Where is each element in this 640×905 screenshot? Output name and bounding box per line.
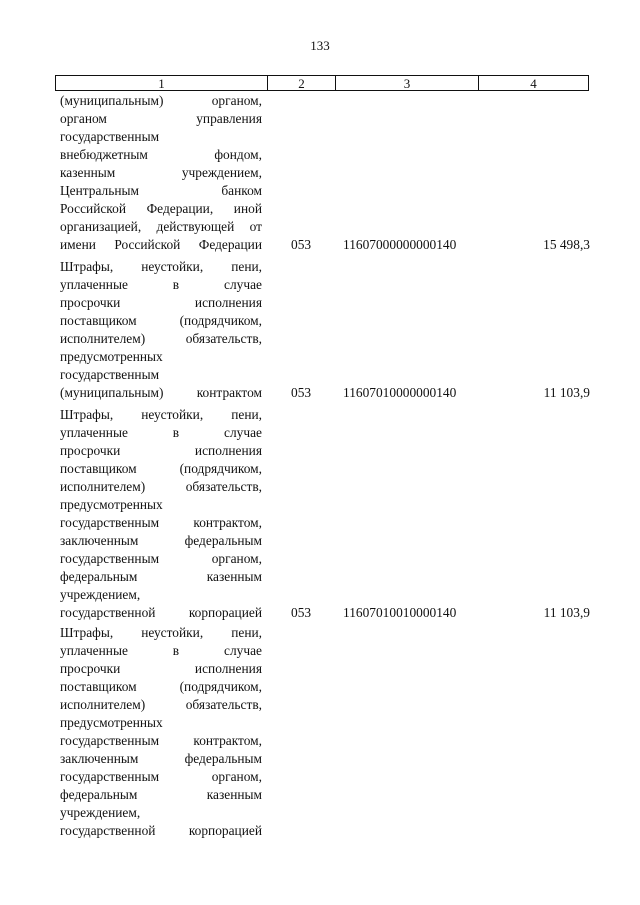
row-code: 053 bbox=[291, 605, 312, 620]
description-line: государственным bbox=[60, 129, 160, 144]
description-line: Штрафы, неустойки, пени, bbox=[60, 407, 262, 422]
description-line: внебюджетным фондом, bbox=[60, 147, 262, 162]
table-row bbox=[60, 258, 590, 402]
page-number: 133 bbox=[310, 38, 330, 53]
row-description bbox=[60, 624, 262, 840]
description-line: федеральным казенным bbox=[60, 787, 262, 802]
description-line: государственным органом, bbox=[60, 769, 262, 784]
row-description bbox=[60, 92, 262, 254]
description-line: поставщиком (подрядчиком, bbox=[60, 461, 262, 476]
description-line: уплаченные в случае bbox=[60, 425, 262, 440]
description-line: учреждением, bbox=[60, 587, 141, 602]
description-line: казенным учреждением, bbox=[60, 165, 262, 180]
row-code: 053 bbox=[291, 385, 312, 400]
description-line: государственным контрактом, bbox=[60, 515, 262, 530]
description-line: государственным bbox=[60, 367, 160, 382]
row-amount: 11 103,9 bbox=[543, 605, 590, 620]
description-line: (муниципальным) контрактом bbox=[60, 385, 262, 400]
description-line: заключенным федеральным bbox=[60, 751, 262, 766]
table-row bbox=[60, 624, 590, 840]
description-line: государственным контрактом, bbox=[60, 733, 262, 748]
row-description bbox=[60, 258, 262, 402]
description-line: государственной корпорацией bbox=[60, 605, 262, 620]
description-line: заключенным федеральным bbox=[60, 533, 262, 548]
description-line: просрочки исполнения bbox=[60, 295, 262, 310]
description-line: предусмотренных bbox=[60, 349, 163, 364]
description-line: поставщиком (подрядчиком, bbox=[60, 679, 262, 694]
description-line: исполнителем) обязательств, bbox=[60, 697, 262, 712]
description-line: Штрафы, неустойки, пени, bbox=[60, 259, 262, 274]
description-line: органом управления bbox=[60, 111, 262, 126]
description-line: государственной корпорацией bbox=[60, 823, 262, 838]
column-header-2: 2 bbox=[268, 76, 336, 90]
description-line: просрочки исполнения bbox=[60, 443, 262, 458]
description-line: уплаченные в случае bbox=[60, 643, 262, 658]
description-line: государственным органом, bbox=[60, 551, 262, 566]
column-header-3: 3 bbox=[336, 76, 479, 90]
description-line: (муниципальным) органом, bbox=[60, 93, 262, 108]
row-code: 053 bbox=[291, 237, 312, 252]
table-header-row bbox=[55, 75, 589, 91]
table-row bbox=[60, 406, 590, 622]
column-header-1: 1 bbox=[56, 76, 268, 90]
description-line: имени Российской Федерации bbox=[60, 237, 262, 252]
row-amount: 15 498,3 bbox=[543, 237, 590, 252]
table-row bbox=[60, 92, 590, 254]
description-line: исполнителем) обязательств, bbox=[60, 479, 262, 494]
description-line: учреждением, bbox=[60, 805, 141, 820]
row-kbk: 11607000000000140 bbox=[343, 237, 457, 252]
description-line: исполнителем) обязательств, bbox=[60, 331, 262, 346]
description-line: уплаченные в случае bbox=[60, 277, 262, 292]
description-line: Центральным банком bbox=[60, 183, 262, 198]
row-amount: 11 103,9 bbox=[543, 385, 590, 400]
description-line: предусмотренных bbox=[60, 715, 163, 730]
description-line: федеральным казенным bbox=[60, 569, 262, 584]
row-kbk: 11607010000000140 bbox=[343, 385, 457, 400]
column-header-4: 4 bbox=[530, 76, 537, 91]
row-description bbox=[60, 406, 262, 622]
description-line: Штрафы, неустойки, пени, bbox=[60, 625, 262, 640]
description-line: предусмотренных bbox=[60, 497, 163, 512]
description-line: организацией, действующей от bbox=[60, 219, 262, 234]
description-line: Российской Федерации, иной bbox=[60, 201, 262, 216]
row-kbk: 11607010010000140 bbox=[343, 605, 457, 620]
description-line: поставщиком (подрядчиком, bbox=[60, 313, 262, 328]
description-line: просрочки исполнения bbox=[60, 661, 262, 676]
